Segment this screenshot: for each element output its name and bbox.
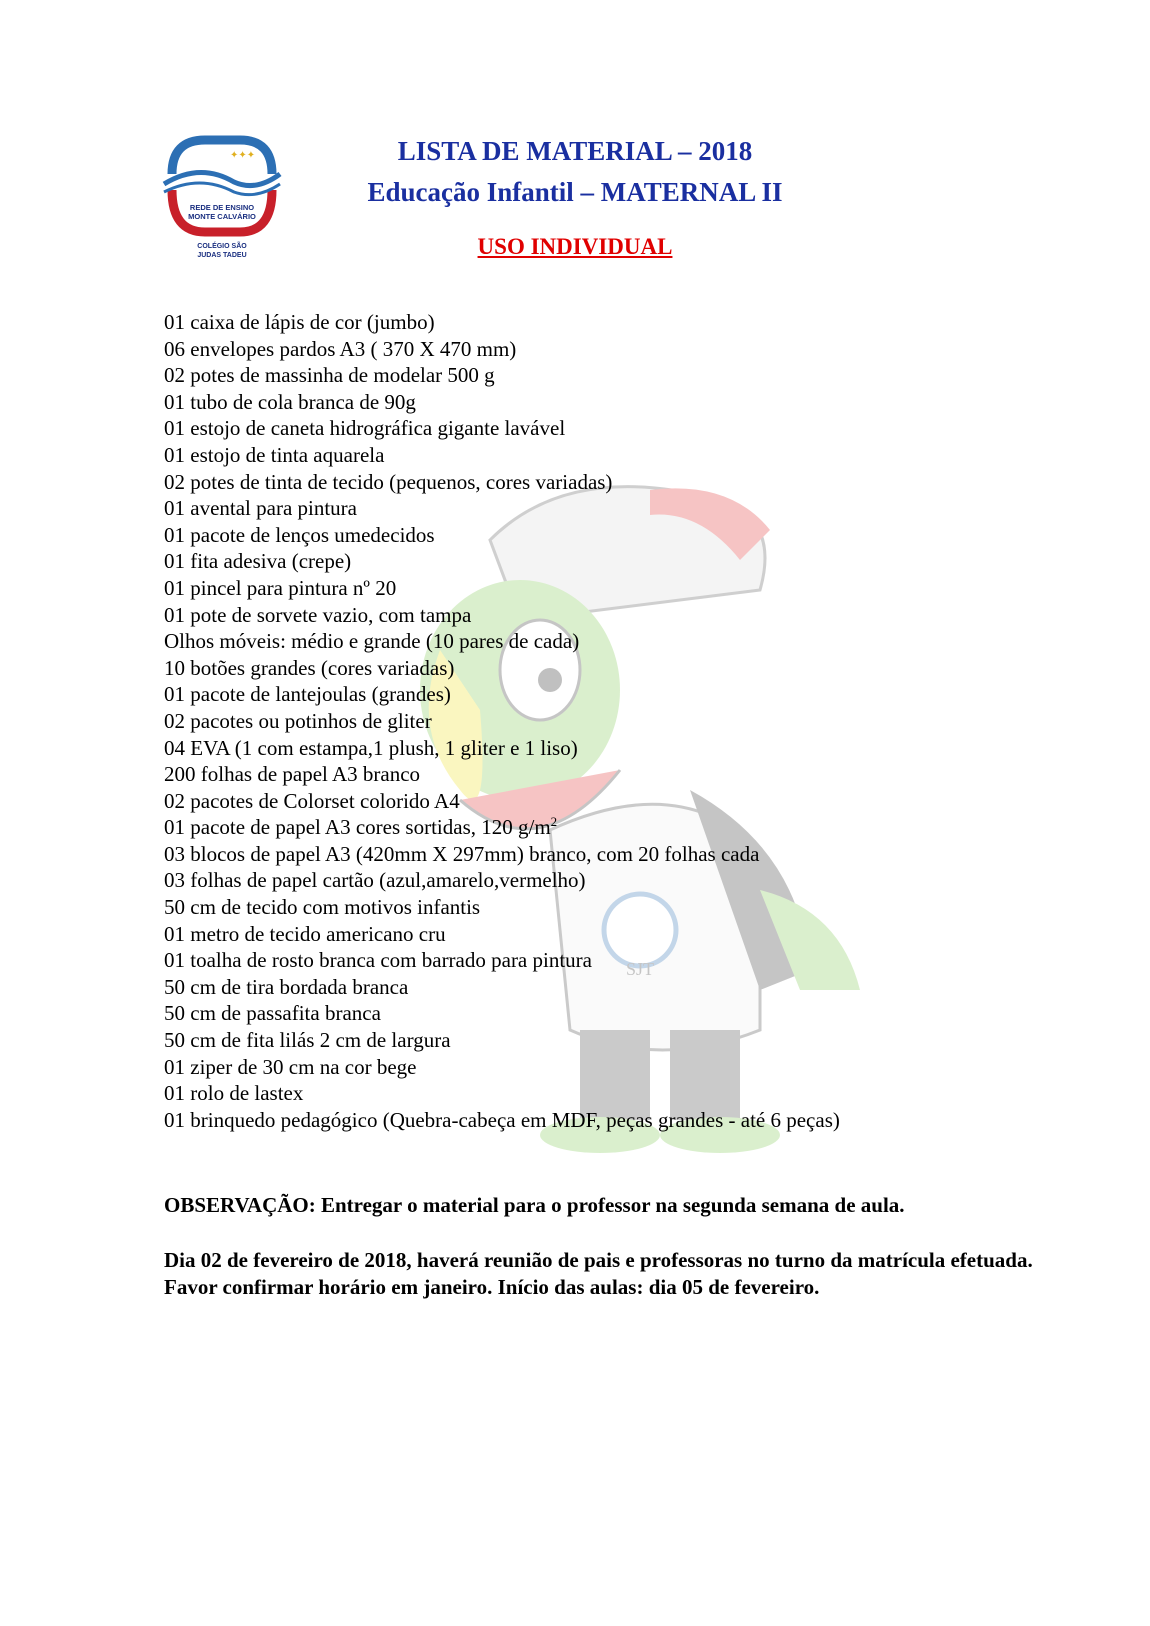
- list-item-text: 01 pacote de papel A3 cores sortidas, 120 g/m: [164, 815, 551, 840]
- logo-text-2: MONTE CALVÁRIO: [188, 212, 256, 221]
- list-item: 50 cm de tira bordada branca: [164, 974, 409, 999]
- logo-text-4: JUDAS TADEU: [197, 252, 247, 259]
- list-item: Olhos móveis: médio e grande (10 pares de cada): [164, 629, 580, 654]
- list-item: 01 metro de tecido americano cru: [164, 921, 446, 946]
- list-item: 10 botões grandes (cores variadas): [164, 655, 455, 680]
- superscript: 2: [550, 814, 558, 830]
- list-item: 02 potes de tinta de tecido (pequenos, cores variadas): [164, 469, 613, 494]
- list-item: 01 estojo de caneta hidrográfica gigante lavável: [164, 416, 566, 441]
- list-item: 01 pacote de lenços umedecidos: [164, 522, 435, 547]
- list-item: 01 ziper de 30 cm na cor bege: [164, 1054, 417, 1079]
- list-item: 01 estojo de tinta aquarela: [164, 442, 385, 467]
- list-item: 01 pote de sorvete vazio, com tampa: [164, 602, 472, 627]
- material-list: [164, 309, 840, 1133]
- mascot-badge-text: SJT: [625, 959, 655, 979]
- list-item: 01 brinquedo pedagógico (Quebra-cabeça em MDF, peças grandes - até 6 peças): [164, 1107, 840, 1132]
- meeting-note: Dia 02 de fevereiro de 2018, haverá reunião de pais e professoras no turno da matrícula efetuada. Favor confirmar horário em janeiro. Início das aulas: dia 05 de fevereiro.: [164, 1248, 1033, 1299]
- list-item: [164, 814, 840, 841]
- list-item: 01 pincel para pintura nº 20: [164, 575, 397, 600]
- list-item: 03 blocos de papel A3 (420mm X 297mm) branco, com 20 folhas cada: [164, 841, 760, 866]
- list-item: 01 avental para pintura: [164, 496, 357, 521]
- section-heading: USO INDIVIDUAL: [477, 234, 673, 259]
- logo-text-1: REDE DE ENSINO: [189, 203, 255, 212]
- logo-text-3: COLÉGIO SÃO: [197, 243, 247, 250]
- observation-text: OBSERVAÇÃO: Entregar o material para o professor na segunda semana de aula.: [164, 1193, 905, 1217]
- list-item: 01 rolo de lastex: [164, 1081, 304, 1106]
- svg-text:✦✦✦: ✦✦✦: [230, 150, 256, 161]
- list-item: 01 caixa de lápis de cor (jumbo): [164, 310, 435, 334]
- list-item: 50 cm de passafita branca: [164, 1001, 381, 1026]
- list-item: 50 cm de tecido com motivos infantis: [164, 895, 481, 920]
- document-subtitle: Educação Infantil – MATERNAL II: [367, 177, 783, 207]
- document-title: LISTA DE MATERIAL – 2018: [397, 136, 753, 166]
- list-item: 02 pacotes de Colorset colorido A4: [164, 788, 460, 813]
- list-item: 01 toalha de rosto branca com barrado para pintura: [164, 948, 592, 973]
- list-item: 02 pacotes ou potinhos de gliter: [164, 708, 432, 733]
- list-item: 50 cm de fita lilás 2 cm de largura: [164, 1028, 451, 1053]
- list-item: 01 tubo de cola branca de 90g: [164, 389, 416, 414]
- school-logo: [160, 134, 282, 264]
- list-item: 200 folhas de papel A3 branco: [164, 762, 421, 787]
- list-item: 06 envelopes pardos A3 ( 370 X 470 mm): [164, 336, 517, 361]
- list-item: 01 fita adesiva (crepe): [164, 549, 352, 574]
- list-item: 01 pacote de lantejoulas (grandes): [164, 682, 451, 707]
- list-item: 04 EVA (1 com estampa,1 plush, 1 gliter e 1 liso): [164, 735, 578, 760]
- list-item: 02 potes de massinha de modelar 500 g: [164, 363, 495, 388]
- list-item: 03 folhas de papel cartão (azul,amarelo,vermelho): [164, 868, 586, 893]
